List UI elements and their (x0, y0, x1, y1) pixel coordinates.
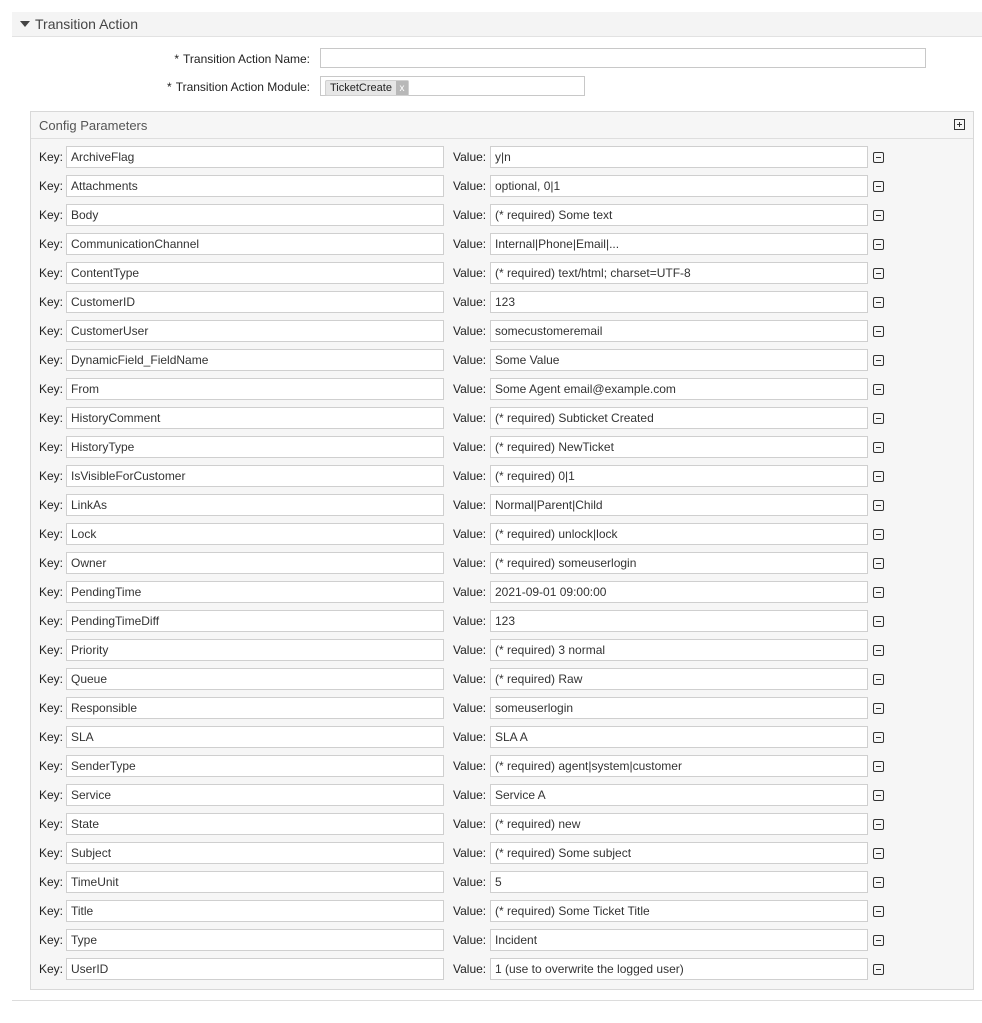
value-label: Value: (453, 585, 487, 599)
param-row (31, 842, 973, 864)
config-parameters-panel (30, 111, 974, 990)
key-label: Key: (39, 179, 64, 193)
value-label: Value: (453, 237, 487, 251)
key-label: Key: (39, 382, 64, 396)
remove-parameter-icon[interactable] (873, 152, 884, 163)
param-value-input[interactable]: (* required) 3 normal (490, 639, 868, 661)
param-row (31, 204, 973, 226)
value-label: Value: (453, 469, 487, 483)
value-label: Value: (453, 614, 487, 628)
transition-action-name-input[interactable] (320, 48, 926, 68)
value-label: Value: (453, 498, 487, 512)
param-key-input[interactable]: TimeUnit (66, 871, 444, 893)
remove-parameter-icon[interactable] (873, 935, 884, 946)
value-label: Value: (453, 904, 487, 918)
add-parameter-icon[interactable] (954, 119, 965, 130)
param-key-input[interactable]: Owner (66, 552, 444, 574)
param-value-input[interactable]: 5 (490, 871, 868, 893)
value-label: Value: (453, 527, 487, 541)
key-label: Key: (39, 556, 64, 570)
param-key-input[interactable]: CommunicationChannel (66, 233, 444, 255)
value-label: Value: (453, 324, 487, 338)
param-row (31, 784, 973, 806)
param-key-input[interactable]: State (66, 813, 444, 835)
param-key-input[interactable]: PendingTime (66, 581, 444, 603)
remove-parameter-icon[interactable] (873, 964, 884, 975)
value-label: Value: (453, 266, 487, 280)
key-label: Key: (39, 353, 64, 367)
key-label: Key: (39, 875, 64, 889)
remove-parameter-icon[interactable] (873, 848, 884, 859)
param-key-input[interactable]: PendingTimeDiff (66, 610, 444, 632)
param-value-input[interactable]: Internal|Phone|Email|... (490, 233, 868, 255)
remove-parameter-icon[interactable] (873, 500, 884, 511)
param-row (31, 494, 973, 516)
param-key-input[interactable]: ArchiveFlag (66, 146, 444, 168)
param-row (31, 697, 973, 719)
remove-parameter-icon[interactable] (873, 529, 884, 540)
param-value-input[interactable]: (* required) text/html; charset=UTF-8 (490, 262, 868, 284)
param-row (31, 436, 973, 458)
param-value-input[interactable]: Some Agent email@example.com (490, 378, 868, 400)
param-key-input[interactable]: UserID (66, 958, 444, 980)
remove-parameter-icon[interactable] (873, 355, 884, 366)
name-field-row (12, 48, 982, 70)
remove-module-icon[interactable]: x (396, 81, 408, 95)
value-label: Value: (453, 643, 487, 657)
param-row (31, 726, 973, 748)
key-label: Key: (39, 933, 64, 947)
key-label: Key: (39, 150, 64, 164)
value-label: Value: (453, 556, 487, 570)
remove-parameter-icon[interactable] (873, 558, 884, 569)
remove-parameter-icon[interactable] (873, 471, 884, 482)
remove-parameter-icon[interactable] (873, 703, 884, 714)
remove-parameter-icon[interactable] (873, 674, 884, 685)
key-label: Key: (39, 614, 64, 628)
key-label: Key: (39, 498, 64, 512)
remove-parameter-icon[interactable] (873, 877, 884, 888)
transition-action-module-select[interactable] (320, 76, 585, 96)
value-label: Value: (453, 353, 487, 367)
transition-action-section (12, 12, 982, 1001)
param-row (31, 813, 973, 835)
param-row (31, 929, 973, 951)
required-mark: * (167, 80, 172, 94)
value-label: Value: (453, 875, 487, 889)
param-value-input[interactable]: Normal|Parent|Child (490, 494, 868, 516)
key-label: Key: (39, 643, 64, 657)
value-label: Value: (453, 933, 487, 947)
param-value-input[interactable]: (* required) NewTicket (490, 436, 868, 458)
value-label: Value: (453, 759, 487, 773)
value-label: Value: (453, 208, 487, 222)
value-label: Value: (453, 962, 487, 976)
value-label: Value: (453, 295, 487, 309)
param-value-input[interactable]: (* required) 0|1 (490, 465, 868, 487)
remove-parameter-icon[interactable] (873, 268, 884, 279)
remove-parameter-icon[interactable] (873, 732, 884, 743)
param-value-input[interactable]: someuserlogin (490, 697, 868, 719)
param-key-input[interactable]: Type (66, 929, 444, 951)
param-key-input[interactable]: Subject (66, 842, 444, 864)
key-label: Key: (39, 266, 64, 280)
remove-parameter-icon[interactable] (873, 297, 884, 308)
param-row (31, 465, 973, 487)
remove-parameter-icon[interactable] (873, 181, 884, 192)
param-value-input[interactable]: 123 (490, 291, 868, 313)
param-key-input[interactable]: CustomerID (66, 291, 444, 313)
remove-parameter-icon[interactable] (873, 442, 884, 453)
key-label: Key: (39, 440, 64, 454)
remove-parameter-icon[interactable] (873, 790, 884, 801)
param-key-input[interactable]: SLA (66, 726, 444, 748)
key-label: Key: (39, 469, 64, 483)
selected-module-chip (325, 80, 409, 96)
section-header[interactable] (12, 12, 982, 37)
module-label-text: Transition Action Module: (175, 80, 310, 94)
param-row (31, 175, 973, 197)
param-value-input[interactable]: 1 (use to overwrite the logged user) (490, 958, 868, 980)
remove-parameter-icon[interactable] (873, 413, 884, 424)
key-label: Key: (39, 962, 64, 976)
param-key-input[interactable]: LinkAs (66, 494, 444, 516)
section-title: Transition Action (35, 16, 138, 32)
remove-parameter-icon[interactable] (873, 761, 884, 772)
param-key-input[interactable]: CustomerUser (66, 320, 444, 342)
key-label: Key: (39, 585, 64, 599)
param-value-input[interactable]: (* required) unlock|lock (490, 523, 868, 545)
param-row (31, 146, 973, 168)
config-title: Config Parameters (39, 117, 148, 133)
remove-parameter-icon[interactable] (873, 210, 884, 221)
key-label: Key: (39, 527, 64, 541)
param-value-input[interactable]: Some Value (490, 349, 868, 371)
value-label: Value: (453, 672, 487, 686)
selected-module-text: TicketCreate (330, 82, 392, 94)
param-row (31, 755, 973, 777)
param-row (31, 262, 973, 284)
module-field-row (12, 76, 982, 98)
key-label: Key: (39, 672, 64, 686)
key-label: Key: (39, 411, 64, 425)
param-value-input[interactable]: (* required) Subticket Created (490, 407, 868, 429)
param-value-input[interactable]: y|n (490, 146, 868, 168)
key-label: Key: (39, 324, 64, 338)
param-key-input[interactable]: DynamicField_FieldName (66, 349, 444, 371)
param-row (31, 900, 973, 922)
param-key-input[interactable]: Lock (66, 523, 444, 545)
config-header (31, 112, 973, 139)
param-value-input[interactable]: optional, 0|1 (490, 175, 868, 197)
param-row (31, 523, 973, 545)
param-row (31, 668, 973, 690)
key-label: Key: (39, 759, 64, 773)
remove-parameter-icon[interactable] (873, 384, 884, 395)
remove-parameter-icon[interactable] (873, 587, 884, 598)
param-value-input[interactable]: Service A (490, 784, 868, 806)
param-key-input[interactable]: Body (66, 204, 444, 226)
name-label-text: Transition Action Name: (183, 52, 310, 66)
param-value-input[interactable]: (* required) agent|system|customer (490, 755, 868, 777)
key-label: Key: (39, 701, 64, 715)
remove-parameter-icon[interactable] (873, 239, 884, 250)
param-key-input[interactable]: Priority (66, 639, 444, 661)
param-key-input[interactable]: HistoryType (66, 436, 444, 458)
key-label: Key: (39, 295, 64, 309)
name-label (10, 52, 310, 66)
param-row (31, 639, 973, 661)
param-value-input[interactable]: Incident (490, 929, 868, 951)
param-row (31, 871, 973, 893)
param-key-input[interactable]: ContentType (66, 262, 444, 284)
value-label: Value: (453, 817, 487, 831)
param-row (31, 407, 973, 429)
param-row (31, 233, 973, 255)
param-row (31, 320, 973, 342)
required-mark: * (174, 52, 180, 66)
value-label: Value: (453, 730, 487, 744)
remove-parameter-icon[interactable] (873, 616, 884, 627)
value-label: Value: (453, 179, 487, 193)
param-key-input[interactable]: IsVisibleForCustomer (66, 465, 444, 487)
value-label: Value: (453, 701, 487, 715)
param-value-input[interactable]: somecustomeremail (490, 320, 868, 342)
remove-parameter-icon[interactable] (873, 819, 884, 830)
param-key-input[interactable]: SenderType (66, 755, 444, 777)
param-value-input[interactable]: (* required) Some subject (490, 842, 868, 864)
param-value-input[interactable]: (* required) someuserlogin (490, 552, 868, 574)
value-label: Value: (453, 440, 487, 454)
param-key-input[interactable]: HistoryComment (66, 407, 444, 429)
param-value-input[interactable]: 2021-09-01 09:00:00 (490, 581, 868, 603)
remove-parameter-icon[interactable] (873, 906, 884, 917)
param-value-input[interactable]: (* required) new (490, 813, 868, 835)
param-value-input[interactable]: (* required) Some Ticket Title (490, 900, 868, 922)
param-key-input[interactable]: Title (66, 900, 444, 922)
key-label: Key: (39, 208, 64, 222)
param-key-input[interactable]: From (66, 378, 444, 400)
param-row (31, 378, 973, 400)
param-row (31, 958, 973, 980)
value-label: Value: (453, 788, 487, 802)
key-label: Key: (39, 817, 64, 831)
param-row (31, 581, 973, 603)
key-label: Key: (39, 237, 64, 251)
value-label: Value: (453, 382, 487, 396)
param-row (31, 349, 973, 371)
remove-parameter-icon[interactable] (873, 326, 884, 337)
param-value-input[interactable]: SLA A (490, 726, 868, 748)
param-value-input[interactable]: (* required) Raw (490, 668, 868, 690)
param-value-input[interactable]: (* required) Some text (490, 204, 868, 226)
collapse-triangle-icon[interactable] (20, 21, 30, 27)
key-label: Key: (39, 846, 64, 860)
value-label: Value: (453, 846, 487, 860)
param-row (31, 552, 973, 574)
param-key-input[interactable]: Responsible (66, 697, 444, 719)
remove-parameter-icon[interactable] (873, 645, 884, 656)
param-key-input[interactable]: Service (66, 784, 444, 806)
value-label: Value: (453, 411, 487, 425)
param-row (31, 610, 973, 632)
key-label: Key: (39, 788, 64, 802)
key-label: Key: (39, 730, 64, 744)
key-label: Key: (39, 904, 64, 918)
module-label (10, 80, 310, 94)
param-value-input[interactable]: 123 (490, 610, 868, 632)
value-label: Value: (453, 150, 487, 164)
param-key-input[interactable]: Attachments (66, 175, 444, 197)
param-key-input[interactable]: Queue (66, 668, 444, 690)
param-row (31, 291, 973, 313)
